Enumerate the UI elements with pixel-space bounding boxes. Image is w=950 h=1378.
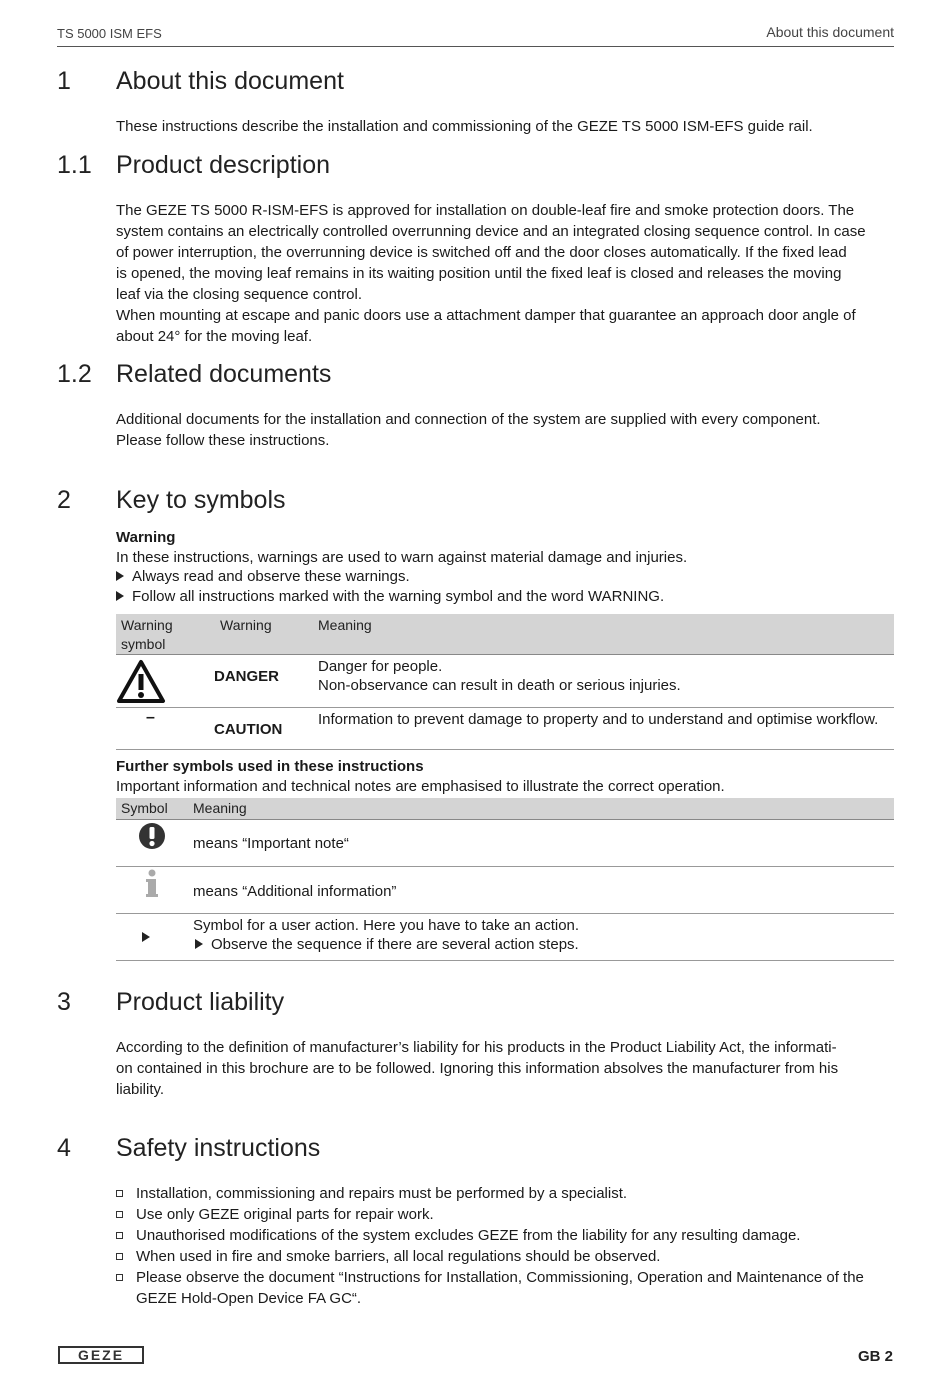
text-line: is opened, the moving leaf remains in its waiting position until the fixed leaf is closed and releases the moving <box>116 265 842 282</box>
warning-level: DANGER <box>214 668 280 685</box>
meaning-line: Symbol for a user action. Here you have to take an action. <box>193 917 580 934</box>
text-line: system contains an electrically controlled overrunning device and an integrated closing sequence control. In case <box>116 223 866 240</box>
section-number: 4 <box>57 1134 71 1162</box>
product-description-text <box>116 200 896 347</box>
text-line: Please follow these instructions. <box>116 432 330 449</box>
section-title: About this document <box>116 67 344 95</box>
text-line: The GEZE TS 5000 R-ISM-EFS is approved for installation on double-leaf fire and smoke protection doors. The <box>116 202 855 219</box>
section-text: These instructions describe the installation and commissioning of the GEZE TS 5000 ISM-EFS guide rail. <box>116 118 813 135</box>
action-arrow-icon <box>141 929 151 948</box>
step-text: Observe the sequence if there are several action steps. <box>211 936 579 953</box>
action-arrow-icon <box>116 571 124 581</box>
meaning-line: Danger for people. <box>318 658 443 675</box>
col-header-warning: Warning <box>220 617 272 633</box>
page-header <box>57 24 894 47</box>
section-number: 3 <box>57 988 71 1016</box>
meaning-text: means “Important note“ <box>193 835 349 852</box>
info-icon <box>144 869 160 904</box>
section-number: 1.1 <box>57 151 92 179</box>
product-liability-text <box>116 1037 896 1100</box>
text-line: When mounting at escape and panic doors use a attachment damper that guarantee an approach door angle of <box>116 307 856 324</box>
symbol-table <box>116 798 894 962</box>
col-header-symbol: Symbol <box>121 800 168 816</box>
document-page: TS 5000 ISM EFS About this document 1 About this document These instructions describe the installation and commissioning of the GEZE TS 5000 ISM-EFS guide rail. 1.1 Product description The GEZE TS 5000 R-ISM-EFS is approved for installation on double-leaf fire and smoke protection doors. The system contains an electrically controlled overrunning device and an integrated closing sequence control. In case of power interruption, the overrunning device is switched off and the door closes automatically. If the fixed lead is opened, the moving leaf remains in its waiting position until the fixed leaf is closed and releases the moving leaf via the closing sequence control. When mounting at escape and panic doors use a attachment damper that guarantee an approach door angle of about 24° for the moving leaf. 1.2 Related documents Additional documents for the installation and connection of the system are supplied with every component. Please follow these instructions. 2 Key to symbols Warning In these instructions, warnings are used to warn against material damage and injuries. Always read and observe these warnings. Follow all instructions marked with the warning symbol and the word WARNING. Warning symbol Warning Meaning DANGER Danger for people. Non-observance can result in death or serious injuries. – CAUTION Information to prevent damage to property and to understand and optimise workflow. Further symbols used in these instructions Important information and technical notes are emphasised to illustrate the correct operation. Symbol Meaning means “Important note“ means “Additional information” Symbol for a user action. Here you have to take an action. Observe the sequence if there are several action steps. 3 Product liability According to the definition of manufacturer’s liability for his products in the Product Liability Act, the informati- on contained in this brochure are to be followed. Ignoring this information absolves the manufacturer from his liability. 4 Safety instructions Installation, commissioning and repairs must be performed by a specialist. Use only GEZE original parts for repair work. Unauthorised modifications of the system excludes GEZE from the liability for any resulting damage. When used in fire and smoke barriers, all local regulations should be observed. Please observe the document “Instructions for Installation, Commissioning, Operation and Maintenance of the GEZE Hold-Open Device FA GC“. GEZE GB 2 <box>57 24 894 1365</box>
section-number: 1 <box>57 67 71 95</box>
bullet-square-icon <box>116 1253 123 1260</box>
text-line: of power interruption, the overrunning device is switched off and the door closes automatically. If the fixed lead <box>116 244 847 261</box>
bullet-square-icon <box>116 1232 123 1239</box>
bullet-square-icon <box>116 1274 123 1281</box>
warning-triangle-icon <box>116 659 166 710</box>
warning-text: In these instructions, warnings are used to warn against material damage and injuries. <box>116 549 688 566</box>
section-title: Key to symbols <box>116 486 286 514</box>
section-title: Safety instructions <box>116 1134 321 1162</box>
geze-logo: GEZE <box>58 1346 144 1364</box>
section-title: Related documents <box>116 360 332 388</box>
text-line: on contained in this brochure are to be followed. Ignoring this information absolves the manufacturer from his <box>116 1060 839 1077</box>
action-step <box>116 567 410 587</box>
further-symbols-heading: Further symbols used in these instructions <box>116 758 424 775</box>
related-documents-text <box>116 409 896 451</box>
section-title: Product description <box>116 151 331 179</box>
text-line: Additional documents for the installation and connection of the system are supplied with every component. <box>116 411 821 428</box>
symbol-dash: – <box>146 709 155 726</box>
header-chapter: About this document <box>766 24 894 40</box>
section-number: 2 <box>57 486 71 514</box>
step-text: Always read and observe these warnings. <box>132 568 410 585</box>
table-header <box>116 614 894 655</box>
table-row <box>116 867 894 914</box>
meaning-line: Information to prevent damage to property and to understand and optimise workflow. <box>318 711 879 728</box>
important-note-icon <box>138 822 166 855</box>
col-header-meaning: Meaning <box>318 617 372 633</box>
action-step <box>116 587 664 607</box>
col-header-meaning: Meaning <box>193 800 247 816</box>
text-line: According to the definition of manufacturer’s liability for his products in the Product Liability Act, the informati- <box>116 1039 837 1056</box>
warning-level: CAUTION <box>214 721 283 738</box>
header-product: TS 5000 ISM EFS <box>57 26 162 41</box>
text-line: leaf via the closing sequence control. <box>116 286 362 303</box>
warning-table <box>116 614 894 750</box>
table-row <box>116 708 894 750</box>
text-line: liability. <box>116 1081 165 1098</box>
action-arrow-icon <box>195 939 203 949</box>
warning-heading: Warning <box>116 529 176 546</box>
section-number: 1.2 <box>57 360 92 388</box>
table-header <box>116 798 894 820</box>
table-row <box>116 820 894 867</box>
text-line: about 24° for the moving leaf. <box>116 328 313 345</box>
col-header-symbol: Warning symbol <box>121 617 173 652</box>
section-title: Product liability <box>116 988 285 1016</box>
bullet-square-icon <box>116 1211 123 1218</box>
meaning-line: Non-observance can result in death or serious injuries. <box>318 677 681 694</box>
table-row <box>116 914 894 961</box>
meaning-line <box>193 935 579 954</box>
step-text: Follow all instructions marked with the warning symbol and the word WARNING. <box>132 588 665 605</box>
table-row <box>116 655 894 708</box>
action-arrow-icon <box>116 591 124 601</box>
further-symbols-text: Important information and technical notes are emphasised to illustrate the correct operation. <box>116 778 725 795</box>
page-number: GB 2 <box>857 1348 893 1365</box>
bullet-square-icon <box>116 1190 123 1197</box>
meaning-text: means “Additional information” <box>193 883 397 900</box>
